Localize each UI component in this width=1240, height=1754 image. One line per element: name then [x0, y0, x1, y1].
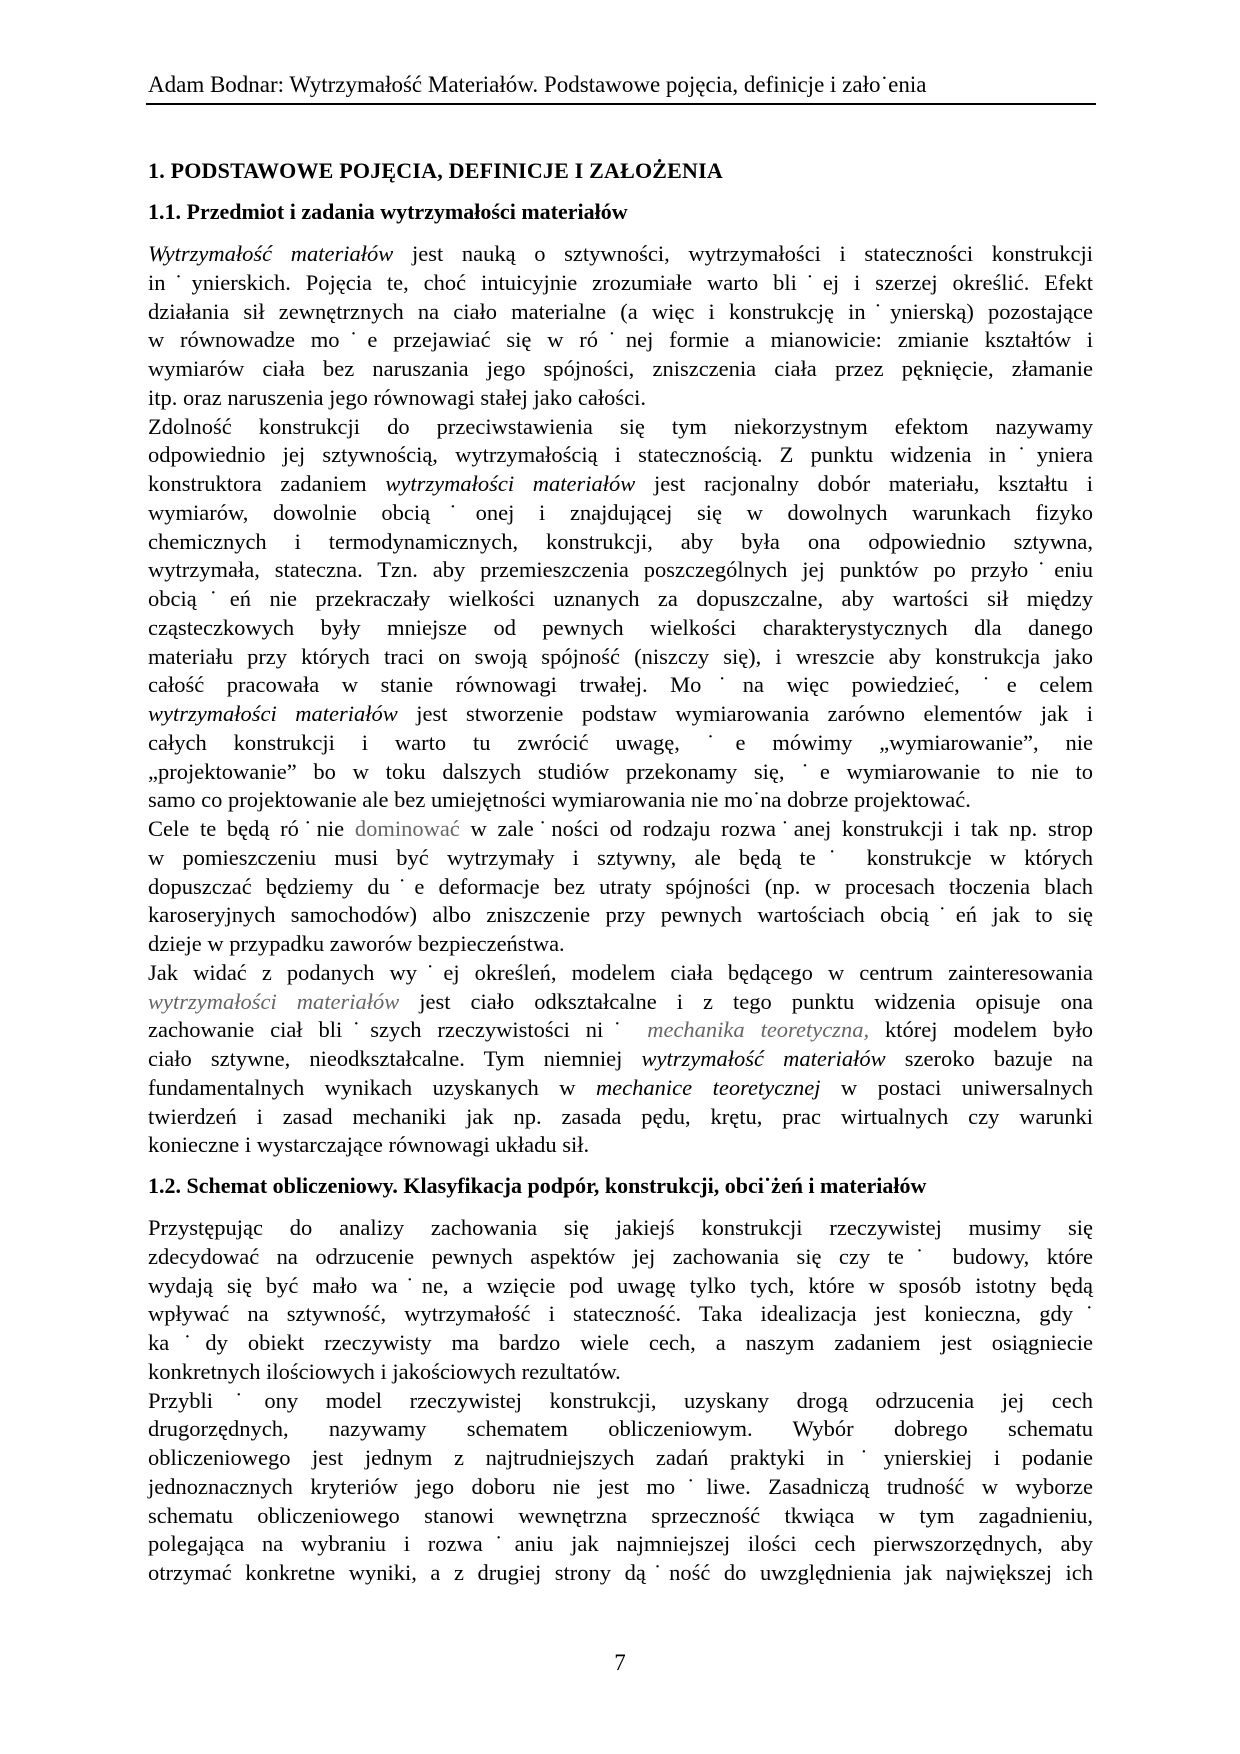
- text-run: zachowanie ciał bli˙szych rzeczywistości ni˙: [148, 1017, 648, 1043]
- text-line: [148, 959, 1093, 988]
- text-line: [148, 1502, 1093, 1531]
- paragraph: [148, 1214, 1093, 1387]
- text-line: [148, 1329, 1093, 1358]
- text-line: [148, 1045, 1093, 1074]
- text-run: karoseryjnych samochodów) albo zniszczenie przy pewnych wartościach obcią˙eń jak to się: [148, 902, 1093, 928]
- text-run: chemicznych i termodynamicznych, konstrukcji, aby była ona odpowiednio sztywna,: [148, 528, 1093, 554]
- text-line: [148, 1016, 1093, 1045]
- text-run: całych konstrukcji i warto tu zwrócić uwagę, ˙e mówimy „wymiarowanie”, nie: [148, 729, 1093, 755]
- text-line: [148, 1415, 1093, 1444]
- text-run: wymiarów, dowolnie obcią˙onej i znajdującej się w dowolnych warunkach fizyko: [148, 499, 1093, 525]
- section-heading-1-2: 1.2. Schemat obliczeniowy. Klasyfikacja podpór, konstrukcji, obci˙żeń i materiałów: [148, 1173, 927, 1198]
- text-run: dopuszczać będziemy du˙e deformacje bez utraty spójności (np. w procesach tłoczenia blach: [148, 873, 1093, 899]
- text-run: obcią˙eń nie przekraczały wielkości uznanych za dopuszczalne, aby wartości sił między: [148, 586, 1093, 611]
- text-line: [148, 930, 1093, 959]
- text-run: w równowadze mo˙e przejawiać się w ró˙nej formie a mianowicie: zmianie kształtów i: [148, 327, 1093, 353]
- text-line: [148, 1358, 1093, 1387]
- text-line: [148, 1243, 1093, 1272]
- text-run: wymiarów ciała bez naruszania jego spójności, zniszczenia ciała przez pęknięcie, złamanie: [148, 356, 1093, 381]
- text-line: [148, 700, 1093, 729]
- paragraph: [148, 959, 1093, 1160]
- text-line: [148, 1444, 1093, 1473]
- text-run: Przybli˙ony model rzeczywistej konstrukcji, uzyskany drogą odrzucenia jej cech: [148, 1387, 1093, 1413]
- paragraph: [148, 815, 1093, 959]
- text-line: [148, 1559, 1093, 1588]
- text-run: obliczeniowego jest jednym z najtrudniejszych zadań praktyki in˙ynierskiej i podanie: [148, 1445, 1093, 1470]
- text-run: wydają się być mało wa˙ne, a wzięcie pod uwagę tylko tych, które w sposób istotny będą: [148, 1272, 1093, 1298]
- chapter-heading: 1. PODSTAWOWE POJĘCIA, DEFINICJE I ZAŁOŻENIA: [148, 158, 723, 183]
- text-run: zdecydować na odrzucenie pewnych aspektów jej zachowania się czy te˙ budowy, które: [148, 1243, 1093, 1269]
- text-line: [148, 528, 1093, 557]
- paragraph: [148, 413, 1093, 816]
- text-line: [148, 786, 1093, 815]
- text-run: drugorzędnych, nazywamy schematem obliczeniowym. Wybór dobrego schematu: [148, 1416, 1093, 1442]
- running-header: Adam Bodnar: Wytrzymałość Materiałów. Podstawowe pojęcia, definicje i zało˙enia: [148, 72, 927, 97]
- text-line: [148, 1272, 1093, 1301]
- text-line: [148, 1530, 1093, 1559]
- text-run: ka˙dy obiekt rzeczywisty ma bardzo wiele cech, a naszym zadaniem jest osiągniecie: [148, 1330, 1093, 1355]
- text-line: [148, 326, 1093, 355]
- text-run: której modelem było: [869, 1017, 1093, 1043]
- text-line: [148, 1300, 1093, 1329]
- text-run: cząsteczkowych były mniejsze od pewnych wielkości charakterystycznych dla danego: [148, 614, 1093, 640]
- text-run: w postaci uniwersalnych: [820, 1074, 1093, 1100]
- text-line: [148, 1131, 1093, 1160]
- text-run: w pomieszczeniu musi być wytrzymały i sztywny, ale będą te˙ konstrukcje w których: [148, 844, 1093, 870]
- text-line: [148, 614, 1093, 643]
- text-run: schematu obliczeniowego stanowi wewnętrzna sprzeczność tkwiąca w tym zagadnieniu,: [148, 1502, 1093, 1528]
- emphasized-text: wytrzymałości materiałów: [148, 701, 398, 726]
- text-run: wytrzymała, stateczna. Tzn. aby przemieszczenia poszczególnych jej punktów po przyło˙eniu: [148, 557, 1093, 583]
- text-run: konkretnych ilościowych i jakościowych rezultatów.: [148, 1358, 621, 1384]
- header-rule: [146, 103, 1096, 105]
- section-1-2-body: [148, 1214, 1093, 1588]
- text-run: samo co projektowanie ale bez umiejętności wymiarowania nie mo˙na dobrze projektować.: [148, 787, 971, 813]
- text-run: szeroko bazuje na: [885, 1046, 1093, 1071]
- text-line: [148, 729, 1093, 758]
- text-line: [148, 671, 1093, 700]
- text-line: [148, 298, 1093, 327]
- text-line: [148, 240, 1093, 269]
- page-number: 7: [614, 1650, 626, 1675]
- text-line: [148, 643, 1093, 672]
- section-heading-1-1: 1.1. Przedmiot i zadania wytrzymałości materiałów: [148, 199, 628, 224]
- paragraph: [148, 1387, 1093, 1588]
- text-run: fundamentalnych wynikach uzyskanych w: [148, 1074, 596, 1100]
- paragraph: [148, 240, 1093, 413]
- text-line: [148, 758, 1093, 787]
- emphasized-text: mechanice teoretycznej: [595, 1074, 821, 1100]
- text-run: konieczne i wystarczające równowagi układu sił.: [148, 1132, 590, 1158]
- text-line: [148, 844, 1093, 873]
- text-run: całość pracowała w stanie równowagi trwałej. Mo˙na więc powiedzieć, ˙e celem: [148, 672, 1093, 698]
- text-line: [148, 585, 1093, 614]
- text-run: Przystępując do analizy zachowania się jakiejś konstrukcji rzeczywistej musimy się: [148, 1215, 1093, 1240]
- emphasized-text: wytrzymałość materiałów: [641, 1046, 886, 1071]
- text-run: „projektowanie” bo w toku dalszych studiów przekonamy się, ˙e wymiarowanie to nie to: [148, 758, 1093, 784]
- text-line: [148, 269, 1093, 298]
- text-run: jest nauką o sztywności, wytrzymałości i stateczności konstrukcji: [393, 241, 1093, 266]
- text-run: ciało sztywne, nieodkształcalne. Tym niemniej: [148, 1046, 642, 1071]
- text-run: in˙ynierskich. Pojęcia te, choć intuicyjnie zrozumiałe warto bli˙ej i szerzej określić. Efekt: [148, 269, 1093, 295]
- text-run: w zale˙ności od rodzaju rozwa˙anej konstrukcji i tak np. strop: [459, 816, 1093, 841]
- text-line: [148, 1074, 1093, 1103]
- text-run: wpływać na sztywność, wytrzymałość i stateczność. Taka idealizacja jest konieczna, gdy˙: [148, 1301, 1093, 1327]
- text-line: [148, 1214, 1093, 1243]
- text-run: działania sił zewnętrznych na ciało materialne (a więc i konstrukcję in˙ynierską) pozostające: [148, 298, 1093, 324]
- text-run: jednoznacznych kryteriów jego doboru nie jest mo˙liwe. Zasadniczą trudność w wyborze: [148, 1473, 1093, 1499]
- text-line: [148, 441, 1093, 470]
- text-line: [148, 1387, 1093, 1416]
- text-run: Zdolność konstrukcji do przeciwstawienia się tym niekorzystnym efektom nazywamy: [148, 413, 1093, 439]
- text-line: [148, 355, 1093, 384]
- emphasized-text: Wytrzymałość materiałów: [148, 241, 394, 266]
- text-line: [148, 873, 1093, 902]
- text-line: [148, 470, 1093, 499]
- text-run: dzieje w przypadku zaworów bezpieczeństwa.: [148, 931, 565, 956]
- emphasized-text: mechanika teoretyczna,: [647, 1017, 870, 1043]
- text-line: [148, 556, 1093, 585]
- text-run: jest racjonalny dobór materiału, kształtu i: [635, 471, 1094, 496]
- text-run: otrzymać konkretne wyniki, a z drugiej strony dą˙ność do uwzględnienia jak największej ich: [148, 1560, 1093, 1585]
- text-line: [148, 1103, 1093, 1132]
- text-run: materiału przy których traci on swoją spójność (niszczy się), i wreszcie aby konstrukcja jako: [148, 643, 1093, 669]
- emphasized-text: wytrzymałości materiałów: [385, 471, 636, 496]
- text-run: polegająca na wybraniu i rozwa˙aniu jak najmniejszej ilości cech pierwszorzędnych, aby: [148, 1531, 1093, 1557]
- text-run: jest stworzenie podstaw wymiarowania zarówno elementów jak i: [397, 701, 1093, 726]
- text-run: twierdzeń i zasad mechaniki jak np. zasada pędu, krętu, prac wirtualnych czy warunki: [148, 1103, 1093, 1129]
- text-line: [148, 413, 1093, 442]
- text-line: [148, 815, 1093, 844]
- text-run: Jak widać z podanych wy˙ej określeń, modelem ciała będącego w centrum zainteresowania: [148, 959, 1093, 985]
- text-run: jest ciało odkształcalne i z tego punktu widzenia opisuje ona: [399, 988, 1093, 1014]
- text-line: [148, 988, 1093, 1017]
- emphasized-text: wytrzymałości materiałów: [148, 988, 400, 1014]
- section-1-1-body: [148, 240, 1093, 1160]
- text-line: [148, 384, 1093, 413]
- text-line: [148, 499, 1093, 528]
- text-run: konstruktora zadaniem: [148, 471, 386, 496]
- text-run: odpowiednio jej sztywnością, wytrzymałością i statecznością. Z punktu widzenia in˙yniera: [148, 442, 1093, 468]
- emphasized-text: dominować: [354, 816, 460, 841]
- text-line: [148, 1473, 1093, 1502]
- text-run: Cele te będą ró˙nie: [148, 816, 355, 841]
- text-run: itp. oraz naruszenia jego równowagi stałej jako całości.: [148, 384, 646, 410]
- text-line: [148, 901, 1093, 930]
